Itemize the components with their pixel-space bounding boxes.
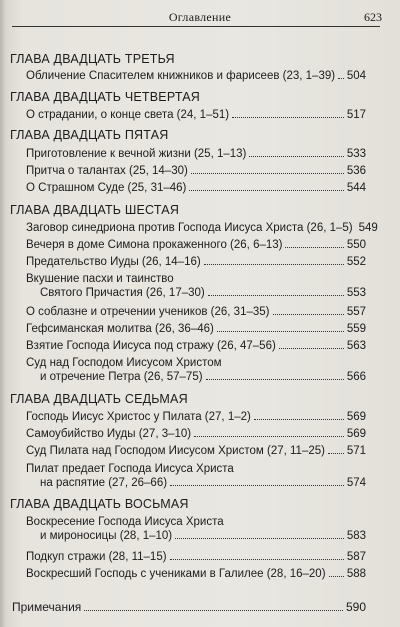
- toc-entry[interactable]: [26, 462, 366, 490]
- entry-page: 569: [346, 411, 366, 423]
- notes-label: Примечания: [12, 600, 82, 614]
- section-title-23: ГЛАВА ДВАДЦАТЬ ТРЕТЬЯ: [10, 52, 175, 66]
- entry-page: 559: [346, 323, 366, 335]
- toc-entry[interactable]: [26, 305, 366, 319]
- dot-leader: [232, 116, 344, 118]
- toc-entry[interactable]: [26, 339, 366, 353]
- entry-title: О страдании, о конце света (24, 1–51): [26, 109, 230, 121]
- toc-entry[interactable]: [26, 444, 366, 458]
- entry-title-cont: Святого Причастия (26, 17–30): [40, 287, 205, 299]
- running-title: Оглавление: [168, 10, 232, 24]
- notes-entry[interactable]: [12, 600, 366, 614]
- entry-title: Воскресший Господь с учениками в Галилее (28, 16–20): [26, 568, 326, 580]
- toc-entry[interactable]: [26, 69, 366, 83]
- entry-title: Приготовление к вечной жизни (25, 1–13): [26, 148, 247, 160]
- entry-title-cont: на распятие (27, 26–66): [40, 477, 168, 489]
- entry-page: 557: [346, 306, 366, 318]
- toc-entry[interactable]: [26, 221, 378, 235]
- toc-entry[interactable]: [26, 322, 366, 336]
- entry-page: 549: [358, 222, 378, 234]
- dot-leader: [84, 609, 343, 611]
- entry-title: Подкуп стражи (28, 11–15): [26, 551, 167, 563]
- toc-entry[interactable]: [26, 181, 366, 195]
- entry-title-cont: и отречение Петра (26, 57–75): [40, 371, 203, 383]
- dot-leader: [249, 155, 343, 157]
- page-header: [0, 8, 400, 26]
- dot-leader: [329, 575, 344, 577]
- entry-title: О Страшном Суде (25, 31–46): [26, 182, 187, 194]
- section-title-25: ГЛАВА ДВАДЦАТЬ ПЯТАЯ: [10, 128, 169, 142]
- dot-leader: [254, 418, 344, 420]
- dot-leader: [191, 172, 344, 174]
- toc-entry[interactable]: [26, 550, 366, 564]
- entry-page: 563: [346, 340, 366, 352]
- entry-title: Суд Пилата над Господом Иисусом Христом (27, 11–25): [26, 445, 325, 457]
- entry-page: 566: [346, 371, 366, 383]
- section-title-24: ГЛАВА ДВАДЦАТЬ ЧЕТВЕРТАЯ: [10, 90, 201, 104]
- section-title-28: ГЛАВА ДВАДЦАТЬ ВОСЬМАЯ: [10, 497, 189, 511]
- entry-title: Воскресение Господа Иисуса Христа: [26, 516, 224, 528]
- entry-page: 517: [346, 109, 366, 121]
- entry-page: 583: [346, 530, 366, 542]
- dot-leader: [189, 189, 343, 191]
- entry-page: 544: [346, 182, 366, 194]
- dot-leader: [170, 484, 344, 486]
- header-rule: [12, 26, 380, 27]
- entry-page: 536: [346, 165, 366, 177]
- entry-title: Взятие Господа Иисуса под стражу (26, 47–56): [26, 340, 276, 352]
- toc-entry[interactable]: [26, 147, 366, 161]
- page-number: 623: [364, 10, 382, 24]
- dot-leader: [328, 452, 344, 454]
- dot-leader: [338, 77, 344, 79]
- entry-page: 588: [346, 568, 366, 580]
- dot-leader: [273, 313, 344, 315]
- entry-title: Притча о талантах (25, 14–30): [26, 165, 188, 177]
- entry-title: Вкушение пасхи и таинство: [26, 273, 174, 285]
- entry-page: 504: [346, 70, 366, 82]
- dot-leader: [170, 558, 344, 560]
- entry-page: 569: [346, 428, 366, 440]
- entry-page: 587: [346, 551, 366, 563]
- entry-page: 550: [346, 239, 366, 251]
- entry-page: 552: [346, 256, 366, 268]
- entry-title: Господь Иисус Христос у Пилата (27, 1–2): [26, 411, 251, 423]
- toc-entry[interactable]: [26, 164, 366, 178]
- toc-entry[interactable]: [26, 108, 366, 122]
- entry-title: Пилат предает Господа Иисуса Христа: [26, 463, 234, 475]
- dot-leader: [194, 435, 344, 437]
- dot-leader: [285, 246, 343, 248]
- entry-title: Предательство Иуды (26, 14–16): [26, 256, 201, 268]
- entry-title-cont: и мироносицы (28, 1–10): [40, 530, 173, 542]
- toc-entry[interactable]: [26, 567, 366, 581]
- entry-title: Суд над Господом Иисусом Христом: [26, 357, 222, 369]
- toc-entry[interactable]: [26, 238, 366, 252]
- entry-page: 553: [346, 287, 366, 299]
- entry-title: Самоубийство Иуды (27, 3–10): [26, 428, 192, 440]
- notes-page: 590: [345, 600, 366, 614]
- toc-entry[interactable]: [26, 427, 366, 441]
- toc-entry[interactable]: [26, 515, 366, 543]
- dot-leader: [208, 294, 344, 296]
- section-title-27: ГЛАВА ДВАДЦАТЬ СЕДЬМАЯ: [10, 392, 188, 406]
- toc-entry[interactable]: [26, 410, 366, 424]
- entry-page: 574: [346, 477, 366, 489]
- entry-title: Гефсиманская молитва (26, 36–46): [26, 323, 214, 335]
- entry-title: Обличение Спасителем книжников и фарисеев (23, 1–39): [26, 70, 336, 82]
- entry-title: Заговор синедриона против Господа Иисуса Христа (26, 1–5): [26, 222, 353, 234]
- dot-leader: [204, 263, 344, 265]
- entry-page: 571: [346, 445, 366, 457]
- toc-entry[interactable]: [26, 272, 366, 300]
- entry-page: 533: [346, 148, 366, 160]
- section-title-26: ГЛАВА ДВАДЦАТЬ ШЕСТАЯ: [10, 203, 180, 217]
- dot-leader: [175, 537, 344, 539]
- toc-entry[interactable]: [26, 356, 366, 384]
- dot-leader: [217, 330, 344, 332]
- dot-leader: [279, 347, 344, 349]
- dot-leader: [206, 378, 344, 380]
- entry-title: О соблазне и отречении учеников (26, 31–35): [26, 306, 270, 318]
- toc-entry[interactable]: [26, 255, 366, 269]
- entry-title: Вечеря в доме Симона прокаженного (26, 6–13): [26, 239, 283, 251]
